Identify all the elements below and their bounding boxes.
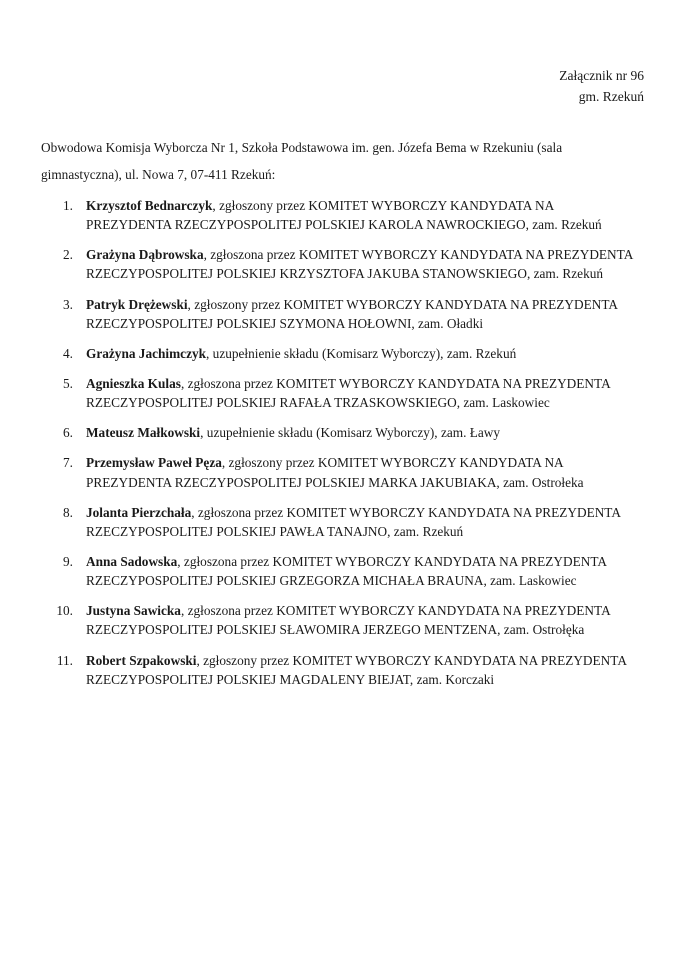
- list-item: [41, 552, 641, 590]
- member-description: , zgłoszony przez KOMITET WYBORCZY KANDYDATA NA PREZYDENTA RZECZYPOSPOLITEJ POLSKIEJ MARKA JAKUBIAKA, zam. Ostrołeka: [86, 455, 584, 490]
- list-item-number: 8.: [63, 504, 73, 520]
- list-item: [41, 344, 641, 363]
- member-name: Grażyna Dąbrowska: [86, 247, 204, 263]
- list-item: [41, 295, 641, 333]
- member-description: , zgłoszona przez KOMITET WYBORCZY KANDYDATA NA PREZYDENTA RZECZYPOSPOLITEJ POLSKIEJ RAFAŁA TRZASKOWSKIEGO, zam. Laskowiec: [86, 375, 610, 411]
- member-description: , zgłoszony przez KOMITET WYBORCZY KANDYDATA NA PREZYDENTA RZECZYPOSPOLITEJ POLSKIEJ SZYMONA HOŁOWNI, zam. Oładki: [86, 296, 618, 331]
- list-item-number: 11.: [56, 652, 73, 668]
- member-name: Robert Szpakowski: [86, 652, 197, 668]
- list-item-number: 6.: [63, 425, 73, 441]
- member-description: , zgłoszony przez KOMITET WYBORCZY KANDYDATA NA PREZYDENTA RZECZYPOSPOLITEJ POLSKIEJ KAROLA NAWROCKIEGO, zam. Rzekuń: [86, 198, 602, 233]
- member-name: Justyna Sawicka: [86, 603, 181, 619]
- list-item-number: 9.: [63, 553, 73, 569]
- member-description: , zgłoszony przez KOMITET WYBORCZY KANDYDATA NA PREZYDENTA RZECZYPOSPOLITEJ POLSKIEJ MAGDALENY BIEJAT, zam. Korczaki: [86, 652, 627, 687]
- municipality-name: gm. Rzekuń: [578, 88, 644, 104]
- list-item-number: 3.: [63, 296, 73, 312]
- commission-intro-paragraph: Obwodowa Komisja Wyborcza Nr 1, Szkoła Podstawowa im. gen. Józefa Bema w Rzekuniu (sala gimnastyczna), ul. Nowa 7, 07-411 Rzekuń:: [41, 140, 563, 182]
- member-description: , zgłoszona przez KOMITET WYBORCZY KANDYDATA NA PREZYDENTA RZECZYPOSPOLITEJ POLSKIEJ PAWŁA TANAJNO, zam. Rzekuń: [86, 504, 621, 539]
- list-item: [41, 601, 641, 639]
- member-description: , uzupełnienie składu (Komisarz Wyborczy), zam. Rzekuń: [206, 345, 517, 361]
- member-name: Przemysław Paweł Pęza: [86, 455, 222, 471]
- commission-member-list: [41, 196, 641, 689]
- list-item: [41, 453, 641, 491]
- list-item: [41, 503, 641, 541]
- list-item-number: 5.: [63, 375, 73, 391]
- member-name: Agnieszka Kulas: [86, 375, 181, 391]
- member-description: , uzupełnienie składu (Komisarz Wyborczy), zam. Ławy: [200, 425, 501, 441]
- member-description: , zgłoszona przez KOMITET WYBORCZY KANDYDATA NA PREZYDENTA RZECZYPOSPOLITEJ POLSKIEJ GRZEGORZA MICHAŁA BRAUNA, zam. Laskowiec: [86, 553, 607, 589]
- member-name: Grażyna Jachimczyk: [86, 345, 207, 361]
- member-name: Krzysztof Bednarczyk: [86, 198, 213, 213]
- list-item: [41, 651, 641, 689]
- member-name: Mateusz Małkowski: [86, 425, 201, 441]
- list-item-number: 10.: [56, 603, 73, 619]
- list-item-number: 4.: [63, 345, 73, 361]
- member-name: Patryk Drężewski: [86, 296, 188, 312]
- document-header: [559, 66, 644, 108]
- list-item-number: 2.: [63, 247, 73, 263]
- member-description: , zgłoszona przez KOMITET WYBORCZY KANDYDATA NA PREZYDENTA RZECZYPOSPOLITEJ POLSKIEJ KRZYSZTOFA JAKUBA STANOWSKIEGO, zam. Rzekuń: [86, 247, 633, 282]
- member-name: Jolanta Pierzchała: [86, 504, 192, 520]
- list-item-number: 7.: [63, 455, 73, 471]
- attachment-number: Załącznik nr 96: [559, 68, 644, 83]
- member-description: , zgłoszona przez KOMITET WYBORCZY KANDYDATA NA PREZYDENTA RZECZYPOSPOLITEJ POLSKIEJ SŁAWOMIRA JERZEGO MENTZENA, zam. Ostrołęka: [86, 603, 610, 638]
- list-item: [41, 374, 641, 412]
- list-item-number: 1.: [63, 198, 73, 213]
- list-item: [41, 196, 641, 234]
- list-item: [41, 245, 641, 283]
- list-item: [41, 423, 641, 442]
- member-name: Anna Sadowska: [86, 553, 178, 569]
